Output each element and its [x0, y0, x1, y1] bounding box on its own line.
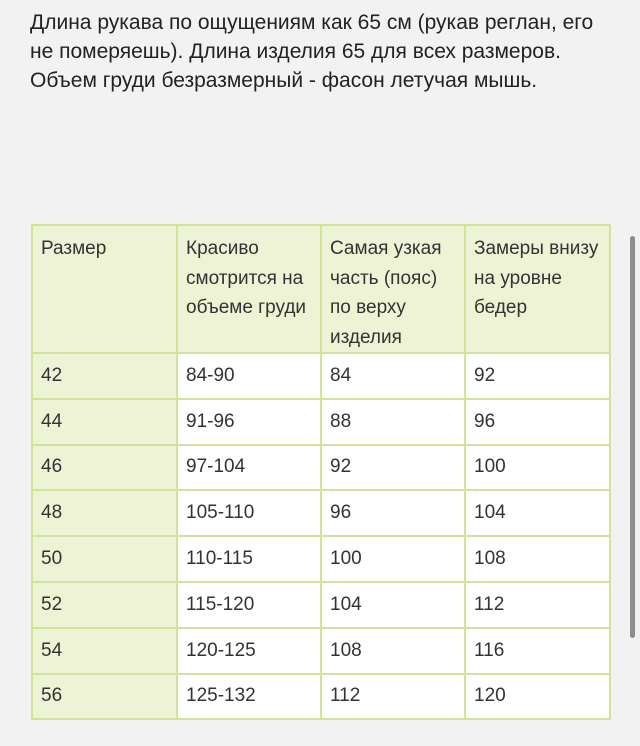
header-row — [32, 225, 610, 353]
waist-cell: 96 — [321, 490, 465, 536]
bust-cell: 120-125 — [177, 628, 321, 674]
hips-cell: 92 — [465, 353, 610, 399]
waist-cell: 84 — [321, 353, 465, 399]
table-row — [32, 445, 610, 491]
bust-cell: 84-90 — [177, 353, 321, 399]
size-cell: 42 — [32, 353, 177, 399]
size-cell: 56 — [32, 674, 177, 720]
table-body — [32, 353, 610, 719]
size-cell: 48 — [32, 490, 177, 536]
vertical-scrollbar[interactable] — [630, 236, 635, 638]
hips-cell: 116 — [465, 628, 610, 674]
table-row — [32, 628, 610, 674]
bust-cell: 97-104 — [177, 445, 321, 491]
size-table — [31, 224, 611, 720]
size-cell: 50 — [32, 536, 177, 582]
size-cell: 46 — [32, 445, 177, 491]
header-waist: Самая узкая часть (пояс) по верху изделия — [321, 225, 465, 353]
waist-cell: 100 — [321, 536, 465, 582]
waist-cell: 92 — [321, 445, 465, 491]
table-row — [32, 490, 610, 536]
hips-cell: 100 — [465, 445, 610, 491]
bust-cell: 105-110 — [177, 490, 321, 536]
hips-cell: 96 — [465, 399, 610, 445]
size-cell: 52 — [32, 582, 177, 628]
waist-cell: 108 — [321, 628, 465, 674]
bust-cell: 91-96 — [177, 399, 321, 445]
hips-cell: 104 — [465, 490, 610, 536]
table-row — [32, 399, 610, 445]
size-cell: 54 — [32, 628, 177, 674]
hips-cell: 112 — [465, 582, 610, 628]
waist-cell: 112 — [321, 674, 465, 720]
table-row — [32, 582, 610, 628]
waist-cell: 88 — [321, 399, 465, 445]
bust-cell: 125-132 — [177, 674, 321, 720]
table-row — [32, 536, 610, 582]
header-hips: Замеры внизу на уровне бедер — [465, 225, 610, 353]
table-row — [32, 674, 610, 720]
table-header — [32, 225, 610, 353]
size-cell: 44 — [32, 399, 177, 445]
header-bust: Красиво смотрится на объеме груди — [177, 225, 321, 353]
hips-cell: 108 — [465, 536, 610, 582]
bust-cell: 110-115 — [177, 536, 321, 582]
table-row — [32, 353, 610, 399]
bust-cell: 115-120 — [177, 582, 321, 628]
intro-text: Длина рукава по ощущениям как 65 см (рукав реглан, его не померяешь). Длина изделия 65 для всех размеров. Объем груди безразмерный - фасон летучая мышь. — [30, 11, 594, 92]
hips-cell: 120 — [465, 674, 610, 720]
header-size: Размер — [32, 225, 177, 353]
waist-cell: 104 — [321, 582, 465, 628]
